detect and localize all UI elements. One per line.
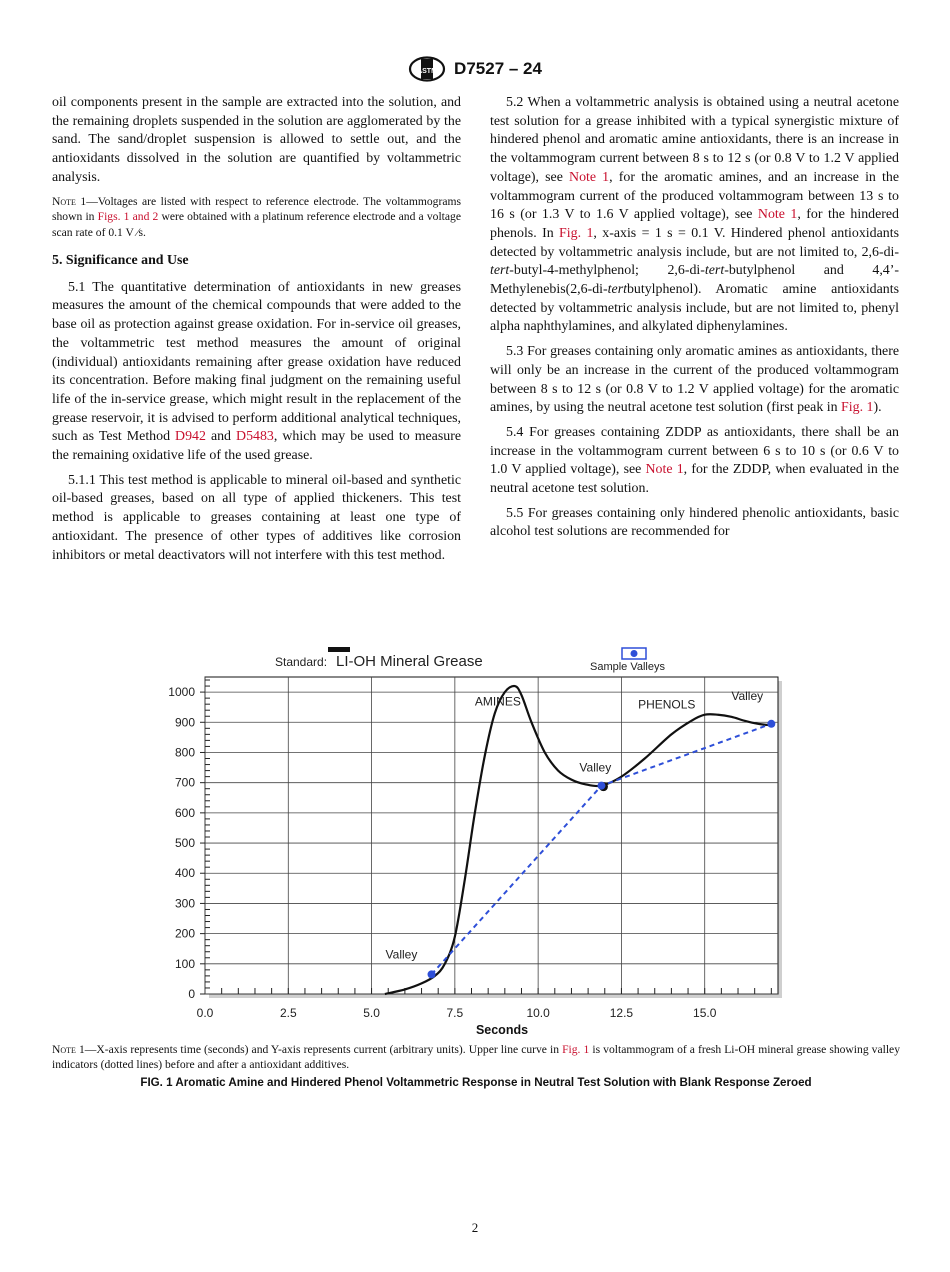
note1-link[interactable]: Note 1 (757, 207, 798, 223)
valley-label: Valley (731, 688, 764, 703)
legend-valleys-label: Sample Valleys (590, 661, 665, 673)
right-column (490, 94, 899, 548)
valley-label: Valley (579, 760, 612, 775)
voltammogram-chart (150, 642, 800, 1042)
document-id: D7527 – 24 (454, 59, 542, 78)
curve-annotation: AMINES (474, 694, 521, 709)
y-tick-label: 600 (174, 805, 195, 820)
valley-point (767, 720, 775, 728)
figs-link[interactable]: Figs. 1 and 2 (97, 210, 159, 224)
x-tick-label: 5.0 (363, 1006, 380, 1020)
y-tick-label: 800 (174, 745, 195, 760)
y-tick-label: 400 (174, 866, 195, 881)
y-tick-label: 900 (174, 715, 195, 730)
y-tick-label: 100 (174, 956, 195, 971)
svg-text:ASTM: ASTM (417, 68, 437, 75)
legend-standard-name: LI-OH Mineral Grease (336, 653, 483, 670)
y-tick-label: 300 (174, 896, 195, 911)
x-tick-label: 7.5 (446, 1006, 464, 1020)
paragraph-extraction: oil components present in the sample are extracted into the solution, and the remaining droplets suspended in the solution are agglomerated by the sand. The sand/droplet suspension is allowed to settle out, and the antioxidants dissolved in the solution are quantified by voltammetric analysis. (52, 95, 461, 185)
paragraph-5-1: 5.1 The quantitative determination of antioxidants in new greases measures the amount of the chemical compounds that were added to the base oil as protection against grease oxidation. For in-service oil greases, the voltammetric test method measures the amount of original (individual) antioxidants remaining after grease oxidation have reduced its concentration. Before making final judgment on the remaining useful life of the in-service grease, which might result in the replacement of the grease reservoir, it is advised to perform additional analytical techniques, such as Test Method D942 and D5483, which may be used to measure the remaining oxidative life of the used grease. (52, 279, 461, 464)
paragraph-5-3: 5.3 For greases containing only aromatic amines as antioxidants, there will only be an increase in the current of the produced voltammogram between 8 s to 12 s (or 0.8 V to 1.2 V applied voltage) for the aromatic amines, by using the neutral acetone test solution (first peak in Fig. 1). (490, 344, 899, 416)
note-voltages: Note 1—Voltages are listed with respect to reference electrode. The voltammograms shown in Figs. 1 and 2 were obtained with a platinum reference electrode and a voltage scan rate of 0.1 V ⁄s. (52, 194, 461, 239)
x-tick-label: 2.5 (279, 1006, 297, 1020)
y-tick-label: 0 (188, 987, 195, 1001)
x-tick-label: 10.0 (526, 1006, 550, 1020)
astm-logo-icon (408, 56, 446, 82)
page-header (0, 56, 950, 82)
page-number: 2 (471, 1220, 479, 1235)
y-tick-label: 700 (174, 775, 195, 790)
valley-point (428, 970, 436, 978)
y-tick-label: 1000 (168, 685, 195, 700)
note1-link[interactable]: Note 1 (645, 462, 684, 478)
figure-caption: FIG. 1 Aromatic Amine and Hindered Phenol Voltammetric Response in Neutral Test Solution with Blank Response Zeroed (140, 1076, 812, 1089)
paragraph-5-1-1: 5.1.1 This test method is applicable to mineral oil-based and synthetic oil-based greases, based on all type of applied thickeners. This test method is applicable to greases containing at least one type of antioxidant. The presence of other types of additives like corrosion inhibitors or metal deactivators will not interfere with this test method. (52, 472, 461, 563)
left-column (52, 94, 461, 571)
x-tick-label: 0.0 (196, 1006, 214, 1020)
x-axis-label: Seconds (475, 1023, 529, 1037)
legend-standard-prefix: Standard: (275, 655, 328, 669)
fig1-link[interactable]: Fig. 1 (562, 1043, 590, 1056)
y-tick-label: 500 (174, 836, 195, 851)
x-tick-label: 15.0 (693, 1006, 717, 1020)
legend-valleys-marker (631, 650, 638, 657)
valley-label: Valley (385, 947, 418, 962)
curve-annotation: PHENOLS (638, 697, 696, 712)
y-tick-label: 200 (174, 926, 195, 941)
d942-link[interactable]: D942 (175, 429, 206, 445)
note1-link[interactable]: Note 1 (569, 169, 610, 185)
paragraph-5-2: 5.2 When a voltammetric analysis is obtained using a neutral acetone test solution for a grease inhibited with a typical synergistic mixture of hindered phenol and aromatic amine antioxidants, there is an increase in the voltammogram current between 8 s to 12 s (or 0.8 V to 1.2 V applied voltage), see Note 1, for the aromatic amines, and an increase in the voltammogram current of the produced voltammogram between 13 s to 16 s (or 1.3 V to 1.6 V applied voltage), see Note 1, for the hindered phenols. In Fig. 1, x-axis = 1 s = 0.1 V. Hindered phenol antioxidants detected by voltammetric analysis include, but are not limited to, 2,6-di-tert-butyl-4-methylphenol; 2,6-di-tert-butylphenol and 4,4’-Methylenebis(2,6-di-tertbutylphenol). Aromatic amine antioxidants detected by voltammetric analysis include, but are not limited to, phenyl alpha naphthylamines, and alkylated diphenylamines. (490, 95, 900, 335)
valley-point (597, 782, 605, 790)
fig1-link[interactable]: Fig. 1 (841, 400, 874, 416)
paragraph-5-5: 5.5 For greases containing only hindered phenolic antioxidants, basic alcohol test solutions are recommended for (490, 505, 899, 540)
paragraph-5-4: 5.4 For greases containing ZDDP as antioxidants, there shall be an increase in the voltammogram current between 6 s to 10 s (or 0.6 V to 1.0 V applied voltage), see Note 1, for the ZDDP, when evaluated in the neutral acetone test solution. (490, 424, 900, 497)
legend-standard-swatch (328, 647, 350, 652)
fig1-link[interactable]: Fig. 1 (559, 225, 594, 241)
x-tick-label: 12.5 (609, 1006, 634, 1020)
figure-note: Note 1—X-axis represents time (seconds) and Y-axis represents current (arbitrary units). Upper line curve in Fig. 1 is voltammogram of a fresh Li-OH mineral grease showing valley indicators (dotted lines) before and after a antioxidant additives. (52, 1043, 901, 1071)
d5483-link[interactable]: D5483 (236, 429, 274, 445)
section-heading: 5. Significance and Use (52, 253, 189, 269)
